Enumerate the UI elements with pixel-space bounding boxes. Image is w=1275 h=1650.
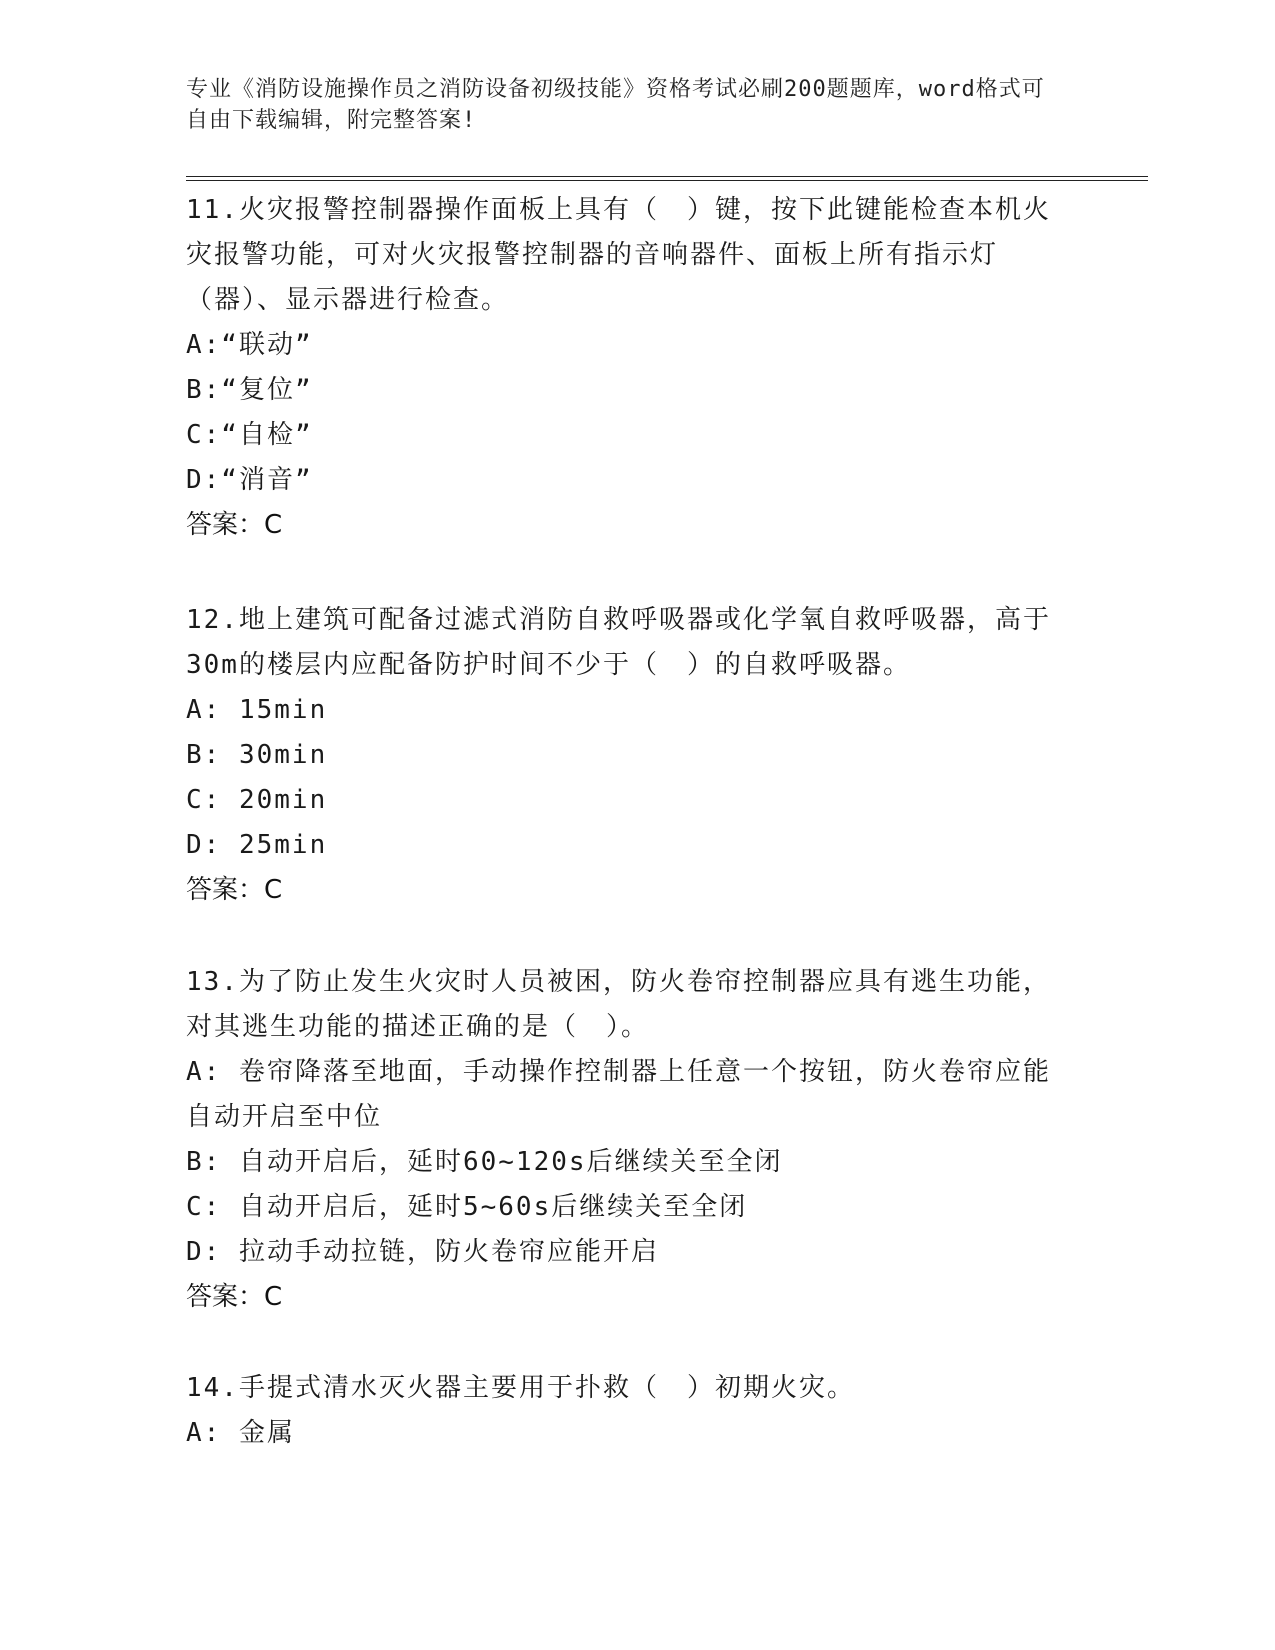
question-11	[186, 188, 1066, 548]
option-c: C: 自动开启后，延时5~60s后继续关至全闭	[186, 1192, 748, 1222]
answer-label: 答案：C	[186, 875, 283, 905]
option-b: B:“复位”	[186, 375, 313, 405]
option-a: A:“联动”	[186, 330, 313, 360]
option-a: A: 金属	[186, 1418, 295, 1448]
answer-label: 答案：C	[186, 510, 283, 540]
question-12	[186, 598, 1066, 913]
option-a: A: 15min	[186, 695, 328, 725]
answer-label: 答案：C	[186, 1282, 283, 1312]
question-stem: 12.地上建筑可配备过滤式消防自救呼吸器或化学氧自救呼吸器，高于30m的楼层内应配备防护时间不少于（ ）的自救呼吸器。	[186, 605, 1051, 680]
question-stem: 14.手提式清水灭火器主要用于扑救（ ）初期火灾。	[186, 1373, 855, 1403]
question-13	[186, 960, 1066, 1320]
question-stem: 13.为了防止发生火灾时人员被困，防火卷帘控制器应具有逃生功能，对其逃生功能的描述正确的是（ ）。	[186, 967, 1051, 1042]
option-b: B: 30min	[186, 740, 328, 770]
option-d: D: 拉动手动拉链，防火卷帘应能开启	[186, 1237, 659, 1267]
header-divider	[186, 176, 1148, 181]
option-a: A: 卷帘降落至地面，手动操作控制器上任意一个按钮，防火卷帘应能自动开启至中位	[186, 1057, 1051, 1132]
option-d: D:“消音”	[186, 465, 313, 495]
document-header: 专业《消防设施操作员之消防设备初级技能》资格考试必刷200题题库，word格式可自由下载编辑，附完整答案!	[186, 77, 1045, 133]
option-c: C:“自检”	[186, 420, 313, 450]
option-c: C: 20min	[186, 785, 328, 815]
option-d: D: 25min	[186, 830, 328, 860]
question-stem: 11.火灾报警控制器操作面板上具有（ ）键，按下此键能检查本机火灾报警功能，可对火灾报警控制器的音响器件、面板上所有指示灯（器）、显示器进行检查。	[186, 195, 1051, 315]
option-b: B: 自动开启后，延时60~120s后继续关至全闭	[186, 1147, 783, 1177]
question-14	[186, 1366, 1066, 1456]
